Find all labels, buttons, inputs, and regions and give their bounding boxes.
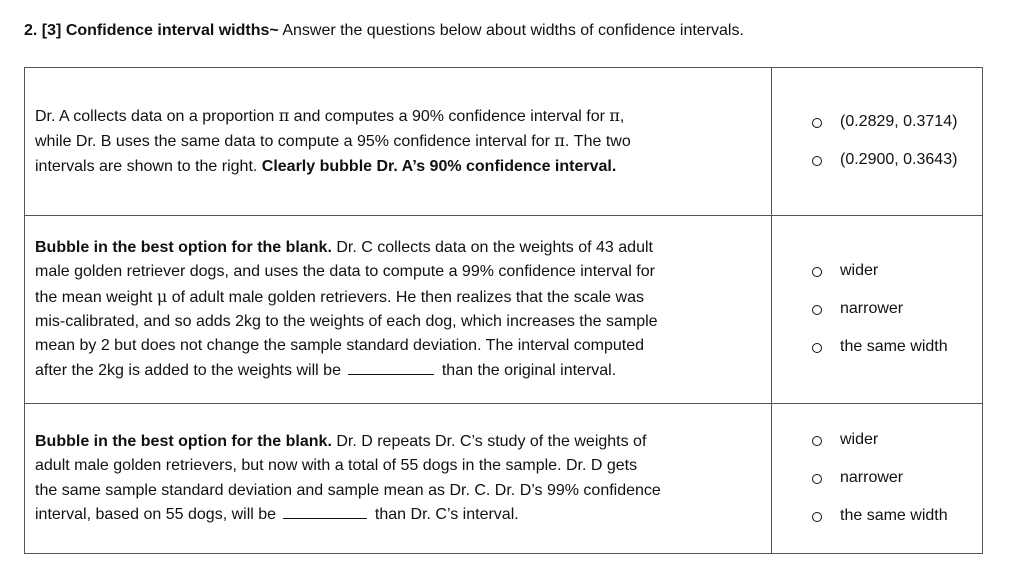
answer-blank [283,517,367,519]
question-row-2 [25,216,983,404]
question-3-instruction: Bubble in the best option for the blank. [35,432,332,450]
problem-number: 2. [24,22,38,39]
option-wider[interactable]: wider [812,253,982,291]
option-interval-2[interactable]: (0.2900, 0.3643) [812,142,982,180]
question-2-text: Bubble in the best option for the blank. Dr. C collects data on the weights of 43 adult male golden retriever dogs, and uses the data to compute a 99% confidence interval for the mean weight μ of adult male golden retrievers. He then realizes that the scale was mis-calibrated, and so adds 2kg to the weights of each dog, which increases the sample mean by 2 but does not change the sample standard deviation. The interval computed after the 2kg is added to the weights will be than the original interval. [25,216,772,404]
question-1-text: Dr. A collects data on a proportion π and computes a 90% confidence interval for π, while Dr. B uses the same data to compute a 95% confidence interval for π. The two intervals are shown to the right. Clearly bubble Dr. A’s 90% confidence interval. [25,68,772,216]
option-same-width[interactable]: the same width [812,329,982,367]
bubble-icon[interactable] [812,343,822,353]
question-2-options [772,216,983,404]
questions-table [24,67,983,554]
option-same-width[interactable]: the same width [812,498,982,536]
problem-points: [3] [41,22,62,39]
problem-instructions: Answer the questions below about widths of confidence intervals. [282,22,744,39]
option-wider[interactable]: wider [812,422,982,460]
question-2-instruction: Bubble in the best option for the blank. [35,238,332,256]
question-3-text: Bubble in the best option for the blank. Dr. D repeats Dr. C’s study of the weights of adult male golden retrievers, but now with a total of 55 dogs in the sample. Dr. D gets the same sample standard deviation and sample mean as Dr. C. Dr. D’s 99% confidence interval, based on 55 dogs, will be than Dr. C’s interval. [25,404,772,554]
pi-symbol: π [554,131,565,151]
question-1-options [772,68,983,216]
bubble-icon[interactable] [812,118,822,128]
pi-symbol: π [278,105,290,125]
bubble-icon[interactable] [812,512,822,522]
answer-blank [348,373,434,375]
title-tilde: ~ [269,22,279,39]
problem-heading [24,20,1004,42]
pi-symbol: π [609,105,620,125]
option-interval-1[interactable]: (0.2829, 0.3714) [812,104,982,142]
question-row-1 [25,68,983,216]
bubble-icon[interactable] [812,267,822,277]
question-3-options [772,404,983,554]
bubble-icon[interactable] [812,436,822,446]
bubble-icon[interactable] [812,156,822,166]
option-narrower[interactable]: narrower [812,460,982,498]
question-1-instruction: Clearly bubble Dr. A’s 90% confidence interval. [261,157,617,175]
bubble-icon[interactable] [812,305,822,315]
question-row-3 [25,404,983,554]
option-narrower[interactable]: narrower [812,291,982,329]
mu-symbol: μ [156,286,168,306]
bubble-icon[interactable] [812,474,822,484]
problem-title: Confidence interval widths [65,22,270,39]
